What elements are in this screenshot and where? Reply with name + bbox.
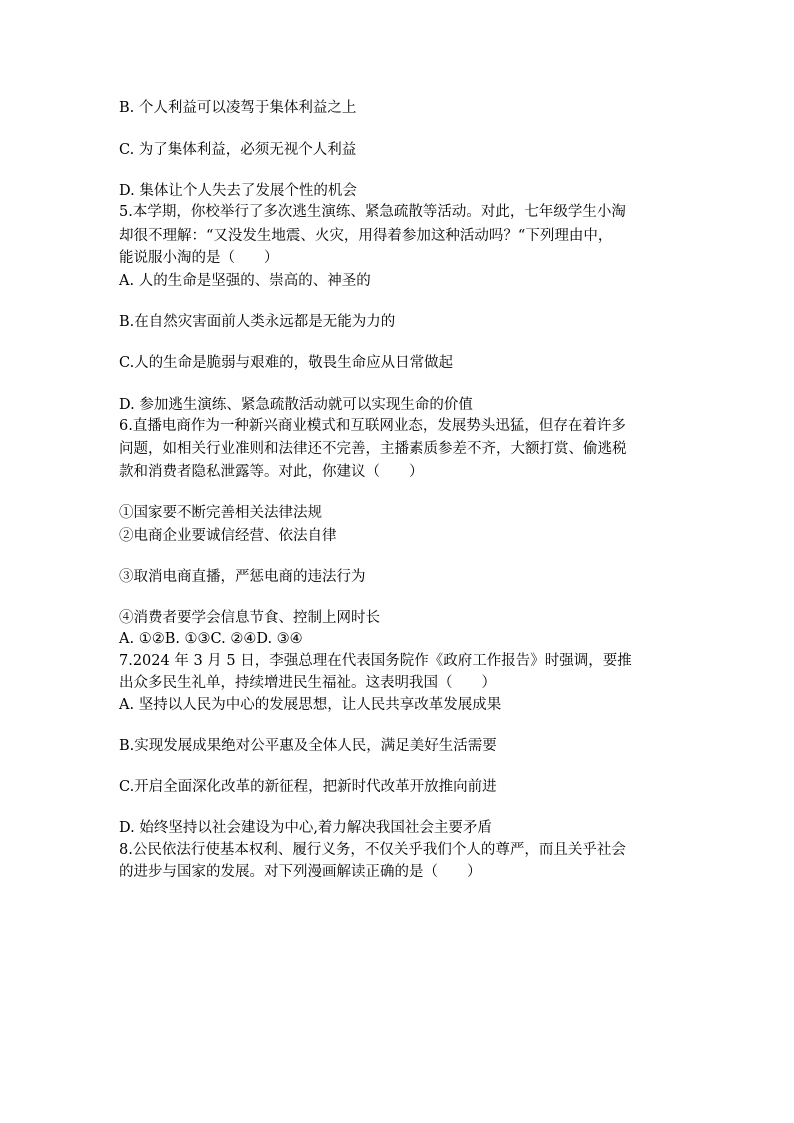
q5-option-a: A. 人的生命是坚强的、崇高的、神圣的 (119, 273, 371, 289)
q4-option-b: B. 个人利益可以凌驾于集体利益之上 (119, 100, 357, 116)
q7-option-c: C.开启全面深化改革的新征程，把新时代改革开放推向前进 (119, 779, 497, 795)
q7-stem-line-1: 7.2024 年 3 月 5 日，李强总理在代表国务院作《政府工作报告》时强调，要推 (119, 653, 632, 669)
q4-option-d: D. 集体让个人失去了发展个性的机会 (119, 183, 357, 199)
q6-statement-2: ②电商企业要诚信经营、依法自律 (119, 528, 337, 544)
q8-stem-line-1: 8.公民依法行使基本权利、履行义务，不仅关乎我们个人的尊严，而且关乎社会 (119, 842, 626, 858)
q6-options: A. ①②B. ①③C. ②④D. ③④ (119, 631, 303, 647)
q7-option-a: A. 坚持以人民为中心的发展思想，让人民共享改革发展成果 (119, 697, 502, 713)
q5-stem-line-2: 却很不理解：“又没发生地震、火灾，用得着参加这种活动吗？“下列理由中， (119, 228, 613, 244)
q6-stem-line-3: 款和消费者隐私泄露等。对此，你建议（ ） (119, 464, 424, 480)
q7-option-b: B.实现发展成果绝对公平惠及全体人民，满足美好生活需要 (119, 738, 497, 754)
q5-option-b: B.在自然灾害面前人类永远都是无能为力的 (119, 314, 396, 330)
q5-option-d: D. 参加逃生演练、紧急疏散活动就可以实现生命的价值 (119, 397, 473, 413)
q6-statement-4: ④消费者要学会信息节食、控制上网时长 (119, 610, 380, 626)
q6-statement-3: ③取消电商直播，严惩电商的违法行为 (119, 569, 366, 585)
q4-option-c: C. 为了集体利益，必须无视个人利益 (119, 142, 357, 158)
q8-stem-line-2: 的进步与国家的发展。对下列漫画解读正确的是（ ） (119, 864, 482, 880)
q6-statement-1: ①国家要不断完善相关法律法规 (119, 505, 322, 521)
q6-stem-line-2: 问题，如相关行业准则和法律还不完善，主播素质参差不齐，大额打赏、偷逃税 (119, 441, 627, 457)
q5-stem-line-1: 5.本学期，你校举行了多次逃生演练、紧急疏散等活动。对此，七年级学生小淘 (119, 204, 626, 220)
q7-option-d: D. 始终坚持以社会建设为中心,着力解决我国社会主要矛盾 (119, 820, 492, 836)
q5-stem-line-3: 能说服小淘的是（ ） (119, 250, 279, 266)
q7-stem-line-2: 出众多民生礼单，持续增进民生福祉。这表明我国（ ） (119, 675, 496, 691)
q6-stem-line-1: 6.直播电商作为一种新兴商业模式和互联网业态，发展势头迅猛，但存在着许多 (119, 418, 626, 434)
q5-option-c: C.人的生命是脆弱与艰难的，敬畏生命应从日常做起 (119, 355, 454, 371)
